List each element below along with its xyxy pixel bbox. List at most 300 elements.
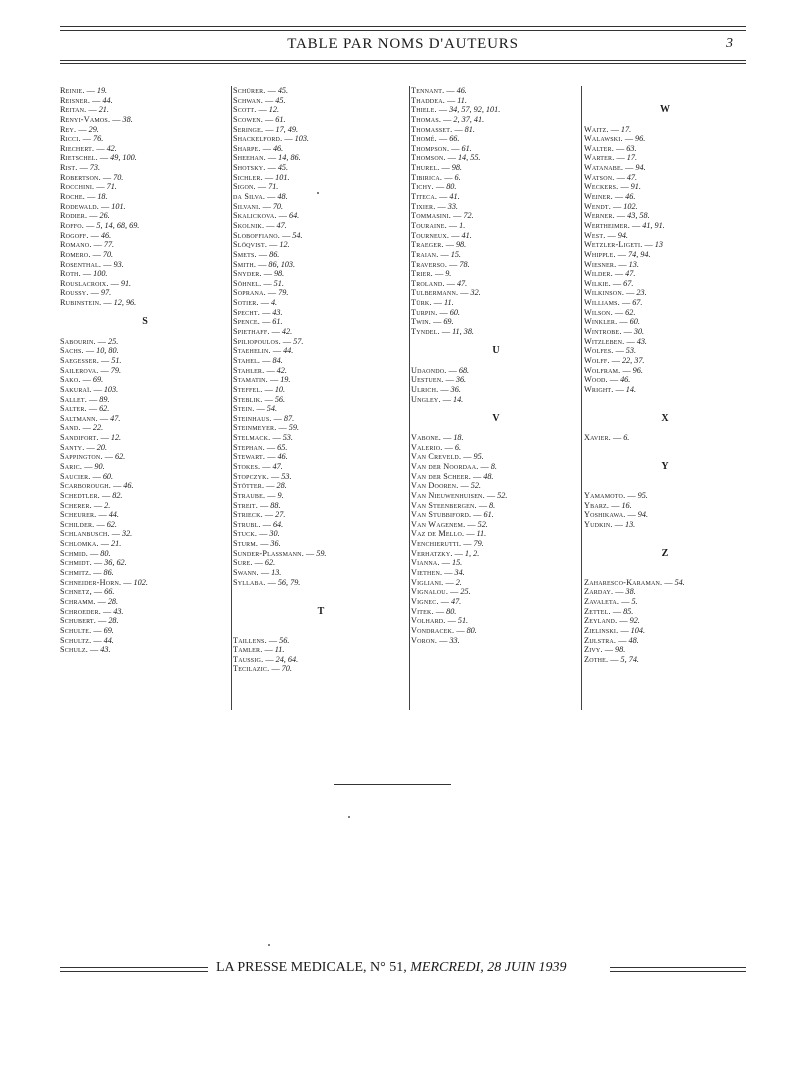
page-references: 21.	[111, 539, 122, 549]
index-entry	[411, 134, 581, 144]
page-references: 72.	[463, 211, 474, 221]
entry-dash: —	[433, 606, 447, 616]
author-name: Skalickova.	[233, 211, 277, 221]
page-references: 60.	[629, 317, 640, 327]
author-name: Werner.	[584, 211, 615, 221]
entry-dash: —	[257, 529, 270, 539]
entry-dash: —	[85, 192, 98, 202]
index-entry	[60, 385, 230, 395]
index-entry	[233, 327, 409, 337]
column-divider	[581, 86, 582, 710]
index-entry	[233, 366, 409, 376]
entry-dash: —	[602, 645, 615, 655]
page-references: 36.	[270, 539, 281, 549]
index-entry	[233, 395, 409, 405]
page-references: 11.	[274, 645, 285, 655]
index-entry	[584, 346, 746, 356]
page-references: 4.	[270, 298, 278, 308]
author-name: Romano.	[60, 240, 92, 250]
entry-dash: —	[446, 220, 460, 230]
spacer	[233, 587, 409, 597]
index-entry	[60, 221, 230, 231]
entry-dash: —	[612, 519, 625, 529]
author-name: Steinhaus.	[233, 413, 272, 423]
author-name: Wolff.	[584, 355, 610, 365]
author-name: Wright.	[584, 384, 614, 394]
author-name: Santy.	[60, 442, 85, 452]
page-references: 2.	[455, 577, 462, 587]
spacer	[584, 443, 746, 453]
page-references: 102.	[623, 201, 638, 211]
page-references: 59.	[288, 423, 299, 433]
index-entry	[411, 211, 581, 221]
author-name: Rogoff.	[60, 230, 89, 240]
author-name: Wilkinson.	[584, 288, 625, 298]
author-name: Wood.	[584, 375, 608, 385]
page-references: 2, 37, 41.	[453, 114, 485, 124]
author-name: Sallet.	[60, 394, 87, 404]
author-name: Sailerova.	[60, 365, 99, 375]
index-entry	[233, 385, 409, 395]
index-entry	[233, 221, 409, 231]
page-references: 87.	[283, 413, 295, 423]
page-references: 47.	[625, 269, 636, 279]
page-references: 44.	[102, 95, 113, 105]
page-references: 61.	[461, 143, 472, 153]
page-references: 5.	[631, 596, 638, 606]
index-entry	[584, 337, 746, 347]
page-references: 100.	[93, 269, 108, 279]
author-name: Zavaleta.	[584, 596, 620, 606]
author-name: Smith.	[233, 259, 257, 269]
spacer	[584, 529, 746, 539]
entry-dash: —	[269, 327, 282, 337]
author-name: Roche.	[60, 192, 86, 202]
index-entry	[233, 549, 409, 559]
index-entry	[60, 520, 230, 530]
author-name: Schmidt.	[60, 558, 92, 568]
entry-dash: —	[432, 269, 446, 279]
entry-dash: —	[94, 519, 107, 529]
section-letter: X	[661, 412, 669, 424]
author-name: Thurel.	[411, 163, 440, 173]
index-entry	[584, 491, 746, 501]
page-references: 70.	[272, 201, 284, 211]
index-entry	[411, 250, 581, 260]
entry-dash: —	[252, 558, 265, 568]
author-name: Stokes.	[233, 461, 261, 471]
page-references: 62.	[625, 307, 636, 317]
author-name: Tennant.	[411, 86, 445, 95]
author-name: Tamler.	[233, 645, 263, 655]
index-entry	[411, 443, 581, 453]
author-name: Schneider-Horn.	[60, 577, 122, 587]
index-entry	[60, 481, 230, 491]
page-references: 15.	[451, 558, 463, 568]
entry-dash: —	[617, 616, 630, 626]
author-name: Ybarz.	[584, 500, 610, 510]
entry-dash: —	[88, 230, 101, 240]
index-entry	[60, 346, 230, 356]
page-references: 11.	[476, 529, 487, 539]
index-entry	[233, 231, 409, 241]
index-entry	[233, 462, 409, 472]
entry-dash: —	[439, 558, 452, 568]
entry-dash: —	[99, 490, 113, 500]
page-references: 69.	[92, 375, 104, 385]
author-name: Van Steenbergen.	[411, 500, 477, 510]
index-entry	[233, 472, 409, 482]
entry-dash: —	[613, 384, 626, 394]
page-references: 47.	[272, 461, 283, 471]
index-entry	[411, 481, 581, 491]
section-letter: Y	[661, 460, 669, 472]
page-references: 94.	[635, 163, 646, 173]
entry-dash: —	[96, 510, 109, 520]
section-end-rule	[334, 784, 451, 785]
index-entry	[233, 288, 409, 298]
index-entry	[60, 558, 230, 568]
index-entry	[233, 105, 409, 115]
author-name: Sharpe.	[233, 143, 261, 153]
entry-dash: —	[260, 355, 273, 365]
index-entry	[411, 202, 581, 212]
entry-dash: —	[271, 413, 284, 423]
author-name: Van Nieuwenhuisen.	[411, 490, 485, 500]
index-entry	[411, 317, 581, 327]
index-entry	[411, 96, 581, 106]
entry-dash: —	[441, 433, 454, 443]
author-name: Scherer.	[60, 500, 92, 510]
author-name: Sappington.	[60, 452, 103, 462]
index-entry	[411, 240, 581, 250]
entry-dash: —	[262, 394, 275, 404]
index-entry	[60, 96, 230, 106]
author-name: Zaharesco-Karaman.	[584, 577, 663, 587]
index-entry	[411, 182, 581, 192]
author-name: Twin.	[411, 317, 432, 327]
index-entry	[233, 664, 409, 674]
author-name: Valerio.	[411, 442, 443, 452]
entry-dash: —	[94, 182, 107, 192]
column-divider	[231, 86, 232, 710]
entry-dash: —	[610, 606, 624, 616]
page-references: 17, 49.	[275, 124, 298, 134]
entry-dash: —	[254, 404, 267, 414]
author-name: Van Dooren.	[411, 481, 459, 491]
entry-dash: —	[608, 124, 621, 134]
page-references: 69.	[103, 625, 114, 635]
author-name: Stahel.	[233, 355, 261, 365]
author-name: Swann.	[233, 568, 259, 578]
author-name: Walawski.	[584, 134, 623, 144]
author-name: Schlanbusch.	[60, 529, 110, 539]
author-name: Watson.	[584, 172, 615, 182]
entry-dash: —	[111, 481, 124, 491]
page-references: 52.	[477, 519, 488, 529]
index-entry	[584, 250, 746, 260]
entry-dash: —	[624, 288, 637, 298]
entry-dash: —	[451, 211, 464, 221]
index-entry	[60, 105, 230, 115]
page-references: 33.	[449, 635, 460, 645]
entry-dash: —	[83, 346, 97, 356]
author-name: Whipple.	[584, 249, 616, 259]
author-name: Schmid.	[60, 548, 89, 558]
page-references: 96.	[635, 134, 646, 144]
index-entry	[233, 192, 409, 202]
author-name: Scowen.	[233, 114, 263, 124]
page-references: 11, 38.	[452, 327, 474, 337]
author-name: Stahler.	[233, 365, 265, 375]
author-name: Zeyland.	[584, 616, 618, 626]
entry-dash: —	[431, 317, 444, 327]
page-references: 94.	[617, 230, 628, 240]
index-entry	[584, 202, 746, 212]
index-entry	[584, 433, 746, 443]
entry-dash: —	[442, 442, 455, 452]
entry-dash: —	[454, 625, 467, 635]
entry-dash: —	[613, 346, 626, 356]
author-name: Thompson.	[411, 143, 450, 153]
index-entry	[60, 279, 230, 289]
index-entry	[411, 510, 581, 520]
entry-dash: —	[260, 317, 273, 327]
page-references: 80.	[466, 625, 477, 635]
page-references: 42.	[106, 143, 117, 153]
entry-dash: —	[88, 645, 101, 655]
index-entry	[60, 472, 230, 482]
entry-dash: —	[98, 539, 112, 549]
entry-dash: —	[608, 654, 621, 664]
entry-dash: —	[80, 375, 93, 385]
entry-dash: —	[624, 336, 637, 346]
index-entry	[411, 568, 581, 578]
author-name: Steinmeyer.	[233, 423, 277, 433]
author-name: da Silva.	[233, 192, 266, 202]
page-references: 79.	[110, 365, 122, 375]
page-references: 80.	[100, 548, 111, 558]
index-column-4	[584, 86, 746, 664]
page-references: 48.	[483, 471, 494, 481]
page-title: TABLE PAR NOMS D'AUTEURS	[287, 36, 519, 52]
page-references: 54.	[674, 577, 685, 587]
index-entry	[584, 626, 746, 636]
entry-dash: —	[263, 124, 276, 134]
author-name: Touraine.	[411, 220, 447, 230]
author-name: Tommasini.	[411, 211, 452, 221]
entry-dash: —	[461, 452, 474, 462]
spacer	[584, 395, 746, 405]
index-entry	[60, 356, 230, 366]
entry-dash: —	[86, 105, 99, 115]
entry-dash: —	[261, 269, 274, 279]
index-entry	[233, 317, 409, 327]
author-name: Schilder.	[60, 519, 95, 529]
entry-dash: —	[458, 481, 471, 491]
page-references: 53.	[282, 433, 293, 443]
page-references: 9.	[277, 490, 284, 500]
index-entry	[584, 327, 746, 337]
entry-dash: —	[91, 587, 105, 597]
page-references: 70.	[113, 172, 124, 182]
author-name: Vaz de Mello.	[411, 529, 465, 539]
entry-dash: —	[280, 336, 294, 346]
page-references: 57.	[293, 336, 304, 346]
author-name: Wertheimer.	[584, 220, 630, 230]
author-name: Traian.	[411, 249, 439, 259]
index-entry	[60, 423, 230, 433]
column-divider	[409, 86, 410, 710]
entry-dash: —	[100, 172, 114, 182]
page-references: 38.	[625, 587, 636, 597]
index-entry	[411, 472, 581, 482]
entry-dash: —	[436, 105, 450, 115]
index-entry	[60, 636, 230, 646]
entry-dash: —	[110, 114, 123, 124]
page-references: 29.	[88, 124, 99, 134]
page-references: 46.	[277, 452, 288, 462]
entry-dash: —	[614, 153, 627, 163]
entry-dash: —	[262, 384, 275, 394]
entry-dash: —	[610, 201, 624, 211]
author-name: Sand.	[60, 423, 81, 433]
author-name: Vignalou.	[411, 587, 449, 597]
entry-dash: —	[622, 134, 636, 144]
entry-dash: —	[265, 490, 278, 500]
index-entry	[60, 626, 230, 636]
index-entry	[60, 192, 230, 202]
index-entry	[233, 655, 409, 665]
entry-dash: —	[439, 163, 452, 173]
index-entry	[233, 568, 409, 578]
entry-dash: —	[449, 230, 462, 240]
spacer	[584, 472, 746, 482]
author-name: Salter.	[60, 404, 87, 414]
index-entry	[411, 144, 581, 154]
index-entry	[60, 616, 230, 626]
index-entry	[584, 192, 746, 202]
entry-dash: —	[260, 307, 273, 317]
page-references: 54.	[266, 404, 277, 414]
header-rule-top	[60, 26, 746, 27]
author-name: Udaondo.	[411, 365, 447, 375]
section-letter: V	[492, 412, 500, 424]
author-name: Thomasset.	[411, 124, 453, 134]
page-references: 20.	[96, 442, 107, 452]
page-references: 59.	[316, 548, 327, 558]
page-references: 43, 58.	[627, 211, 650, 221]
index-entry	[60, 501, 230, 511]
index-entry	[60, 115, 230, 125]
page-references: 85.	[623, 606, 634, 616]
index-entry	[584, 298, 746, 308]
page-references: 46.	[625, 192, 636, 202]
entry-dash: —	[90, 471, 103, 481]
entry-dash: —	[76, 124, 89, 134]
entry-dash: —	[101, 298, 114, 308]
author-name: Taillens.	[233, 635, 267, 645]
page-references: 70.	[281, 664, 292, 674]
page-references: 60.	[449, 307, 460, 317]
entry-dash: —	[437, 192, 450, 202]
entry-dash: —	[90, 95, 103, 105]
footer-line	[216, 960, 567, 976]
entry-dash: —	[91, 625, 104, 635]
page-references: 56.	[279, 635, 290, 645]
page-references: 11.	[444, 298, 454, 308]
author-name: Schulte.	[60, 625, 92, 635]
index-entry	[411, 327, 581, 337]
page-references: 6.	[623, 433, 630, 443]
page-references: 44.	[108, 510, 119, 520]
page-references: 70.	[102, 249, 114, 259]
entry-dash: —	[84, 442, 97, 452]
author-name: Straube.	[233, 490, 266, 500]
index-entry	[233, 558, 409, 568]
index-entry	[60, 366, 230, 376]
author-name: Vianna.	[411, 558, 440, 568]
index-entry	[233, 356, 409, 366]
author-name: Strieck.	[233, 510, 263, 520]
page-references: 103.	[294, 134, 309, 144]
footer-date: MERCREDI, 28 JUIN 1939	[410, 960, 567, 975]
author-name: Van der Noordaa.	[411, 461, 479, 471]
page-references: 61.	[275, 114, 286, 124]
author-name: Yudkin.	[584, 519, 613, 529]
page-references: 44.	[103, 635, 114, 645]
index-entry	[411, 539, 581, 549]
author-name: Watanabe.	[584, 163, 624, 173]
page-references: 91.	[630, 182, 641, 192]
author-name: Shackelford.	[233, 134, 283, 144]
page-references: 46.	[456, 86, 467, 95]
entry-dash: —	[265, 288, 279, 298]
index-entry	[60, 491, 230, 501]
index-entry	[411, 308, 581, 318]
index-entry	[60, 452, 230, 462]
entry-dash: —	[619, 596, 632, 606]
page-references: 13.	[271, 568, 282, 578]
page-references: 69.	[443, 317, 454, 327]
index-entry	[584, 317, 746, 327]
footer-issue: N° 51,	[370, 960, 407, 975]
page-references: 8.	[489, 500, 496, 510]
page-references: 52.	[497, 490, 508, 500]
entry-dash: —	[662, 577, 675, 587]
entry-dash: —	[84, 86, 97, 95]
page-references: 95.	[637, 490, 648, 500]
index-entry	[411, 549, 581, 559]
index-entry	[60, 587, 230, 597]
index-entry	[584, 597, 746, 607]
author-name: Rubinstein.	[60, 298, 102, 308]
index-entry	[584, 366, 746, 376]
author-name: Soprana.	[233, 288, 266, 298]
page-references: 45.	[277, 163, 289, 173]
index-entry	[60, 510, 230, 520]
entry-dash: —	[91, 558, 105, 568]
page-references: 47.	[276, 220, 287, 230]
index-entry	[60, 337, 230, 347]
entry-dash: —	[613, 587, 626, 597]
footer-rule-left-inner	[60, 971, 208, 972]
page-references: 18.	[97, 192, 108, 202]
entry-dash: —	[260, 519, 273, 529]
index-entry	[233, 529, 409, 539]
page-references: 81.	[464, 124, 475, 134]
index-entry	[411, 462, 581, 472]
